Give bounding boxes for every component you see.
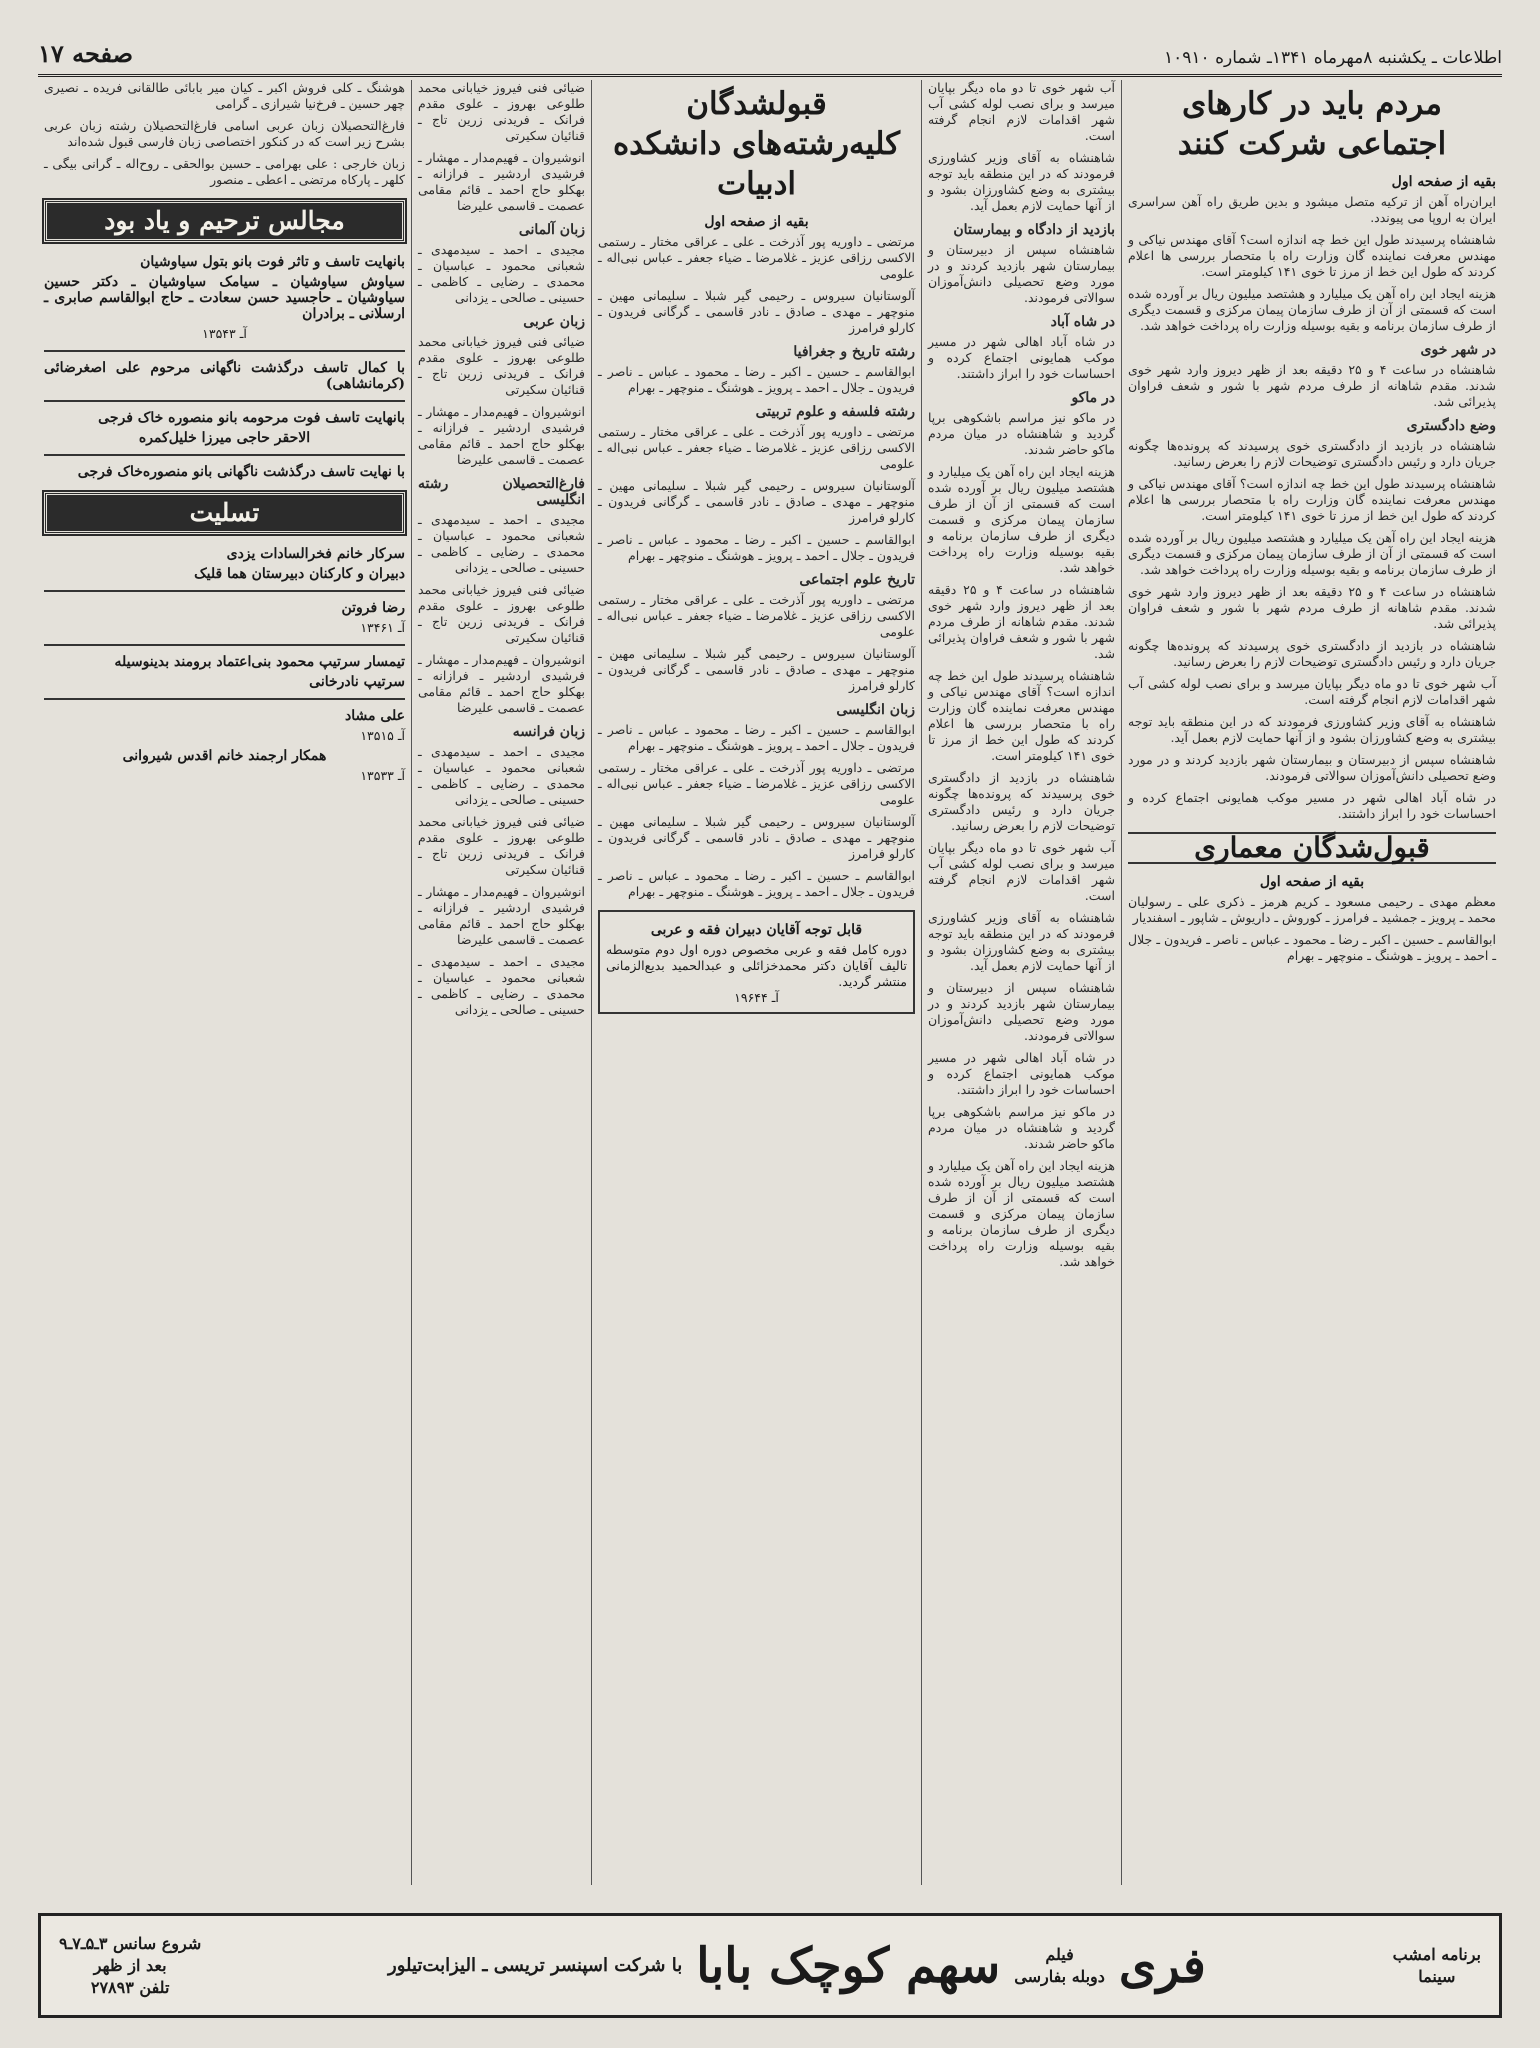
signers-1: سیاوش سیاوشیان ـ سیامک سیاوشیان ـ دکتر حسین سیاوشیان ـ حاجسید حسن سعادت ـ حاج ابوالقاسم صابری ـ ارسلانی ـ برادران [44, 274, 405, 322]
faculty-p1b: مرتضی ـ داوریه پور آذرخت ـ علی ـ عراقی مختار ـ رستمی الاکسی رزاقی عزیز ـ غلامرضا ـ ضیاء جعفر ـ عباس نبی‌اله ـ علومی [598, 424, 915, 471]
col2-p1: آب شهر خوی تا دو ماه دیگر بپایان میرسد و برای نصب لوله کشی آب شهر اقدامات لازم انجام گرفته است. [928, 80, 1115, 143]
obituary-4: با نهایت تاسف درگذشت ناگهانی بانو منصوره‌خاک فرجی [77, 464, 405, 480]
code-4: آـ ۱۳۵۳۳ [360, 768, 405, 783]
faculty-p1: مرتضی ـ داوریه پور آذرخت ـ علی ـ عراقی مختار ـ رستمی الاکسی رزاقی عزیز ـ غلامرضا ـ ضیاء جعفر ـ عباس نبی‌اله ـ علومی [598, 234, 915, 281]
column-memorials [38, 80, 412, 1885]
ad-title-name: فری [1118, 1937, 1206, 1994]
subhead-justice: وضع دادگستری [1406, 418, 1496, 434]
condolence-2: تیمسار سرتیپ محمود بنی‌اعتماد برومند بدینوسیله [114, 654, 405, 670]
sig-general: سرتیپ نادرخانی [309, 674, 405, 690]
col2-main-p2: شاهنشاه پرسیدند طول این خط چه اندازه است؟ آقای مهندس نیاکی و مهندس معرفت نماینده گان وزارت راه با متحصار بررسی ها اعلام کردند که طول این خط از مرز تا خوی ۱۴۱ کیلومتر است. [928, 668, 1115, 763]
teachers-paragraph: دوره کامل فقه و عربی مخصوص دوره اول دوم متوسطه تالیف آقایان دکتر محمدخزائلی و عبدالحمید بدیع‌الزمانی منتشر گردید. [606, 942, 907, 989]
column-faculty [592, 80, 922, 1885]
col6-p3: مجیدی ـ احمد ـ سیدمهدی ـ شعبانی محمود ـ عباسیان ـ محمدی ـ رضایی ـ کاظمی ـ حسینی ـ صالحی ـ یزدانی [418, 242, 585, 305]
col2-p2-repeat: شاهنشاه به آقای وزیر کشاورزی فرمودند که در این منطقه باید توجه بیشتری به وضع کشاورزان بشود و از آنها حمایت لازم بعمل آید. [1128, 714, 1496, 745]
main-p3-repeat: هزینه ایجاد این راه آهن یک میلیارد و هشتصد میلیون ریال بر آورده شده است که قسمتی از آن از طرف سازمان پیمان مرکزی و قسمت دیگری از طرف سازمان برنامه و بقیه بوسیله وزارت راه پرداخت خواهد شد. [1128, 530, 1496, 577]
faculty-p2c: آلوستانیان سیروس ـ رحیمی گیر شبلا ـ سلیمانی مهین ـ منوچهر ـ مهدی ـ صادق ـ نادر قاسمی ـ گرگانی فریدون ـ کارلو فرامرز [598, 646, 915, 693]
ad-title-group [388, 1938, 1206, 1994]
ad-title-main: سهم کوچک بابا [696, 1937, 1001, 1994]
col2-p3b: شاهنشاه سپس از دبیرستان و بیمارستان شهر بازدید کردند و در مورد وضع تحصیلی دانش‌آموزان سوالاتی فرمودند. [928, 980, 1115, 1043]
col6-p1b: ضیائی فنی فیروز خیابانی محمد طلوعی بهروز ـ علوی مقدم فرانک ـ فریدنی زرین تاج ـ قنائیان سکیرتی [418, 334, 585, 397]
main-lead: ایران‌راه آهن از ترکیه متصل میشود و بدین طریق راه آهن سراسری ایران به اروپا می پیوندد. [1128, 194, 1496, 225]
col2-p4-repeat: در شاه آباد اهالی شهر در مسیر موکب همایونی اجتماع کرده و احساسات خود را ابراز داشتند. [1128, 790, 1496, 821]
code-3: آـ ۱۳۵۱۵ [360, 728, 405, 743]
faculty-p3b: ابوالقاسم ـ حسین ـ اکبر ـ رضا ـ محمود ـ عباس ـ ناصر ـ فریدون ـ جلال ـ احمد ـ پرویز ـ هوشنگ ـ منوچهر ـ بهرام [598, 532, 915, 563]
subhead-arabic: زبان عربی [523, 314, 585, 330]
subhead-philosophy: رشته فلسفه و علوم تربیتی [755, 404, 915, 420]
col5-p2: فارغ‌التحصیلان زبان عربی اسامی فارغ‌التحصیلان رشته زبان عربی بشرح زیر است که در کنکور اختصاصی زبان فارسی قبول شده‌اند [44, 118, 405, 149]
col2-justice: شاهنشاه در بازدید از دادگستری خوی پرسیدند که پرونده‌ها چگونه جریان دارد و رئیس دادگستری توضیحات لازم را بعرض رسانید. [928, 770, 1115, 833]
subhead-maku: در ماکو [1071, 390, 1115, 406]
faculty-p3-arch: ابوالقاسم ـ حسین ـ اکبر ـ رضا ـ محمود ـ عباس ـ ناصر ـ فریدون ـ جلال ـ احمد ـ پرویز ـ هوشنگ ـ منوچهر ـ بهرام [1128, 932, 1496, 963]
subhead-social: تاریخ علوم اجتماعی [799, 572, 915, 588]
sig-school: دبیران و کارکنان دبیرستان هما قلیک [194, 566, 405, 582]
architecture-paragraph: معظم مهدی ـ رحیمی مسعود ـ کریم هرمز ـ ذکری علی ـ رسولیان محمد ـ پرویز ـ جمشید ـ فرامرز ـ کوروش ـ داریوش ـ شاپور ـ اسفندیار [1128, 894, 1496, 925]
subhead-khoy: در شهر خوی [1420, 342, 1496, 358]
main-p2: شاهنشاه پرسیدند طول این خط چه اندازه است؟ آقای مهندس نیاکی و مهندس معرفت نماینده گان وزارت راه با متحصار بررسی ها اعلام کردند که طول این خط از مرز تا خوی ۱۴۱ کیلومتر است. [1128, 232, 1496, 279]
col6-p2b: انوشیروان ـ فهیم‌مدار ـ مهشار ـ فرشیدی اردشیر ـ فرازانه ـ بهکلو حاج احمد ـ قائم مقامی عصمت ـ قاسمی علیرضا [418, 404, 585, 467]
ad-right [1393, 1944, 1481, 1988]
col6-p2d: انوشیروان ـ فهیم‌مدار ـ مهشار ـ فرشیدی اردشیر ـ فرازانه ـ بهکلو حاج احمد ـ قائم مقامی عصمت ـ قاسمی علیرضا [418, 884, 585, 947]
col6-p1c: ضیائی فنی فیروز خیابانی محمد طلوعی بهروز ـ علوی مقدم فرانک ـ فریدنی زرین تاج ـ قنائیان سکیرتی [418, 582, 585, 645]
khoy-paragraph-repeat: شاهنشاه در ساعت ۴ و ۲۵ دقیقه بعد از ظهر دیروز وارد شهر خوی شدند. مقدم شاهانه از طرف مردم شهر با شور و شعف فراوان پذیرائی شد. [1128, 584, 1497, 631]
faculty-p2b: آلوستانیان سیروس ـ رحیمی گیر شبلا ـ سلیمانی مهین ـ منوچهر ـ مهدی ـ صادق ـ نادر قاسمی ـ گرگانی فریدون ـ کارلو فرامرز [598, 478, 915, 525]
col6-p3d: مجیدی ـ احمد ـ سیدمهدی ـ شعبانی محمود ـ عباسیان ـ محمدی ـ رضایی ـ کاظمی ـ حسینی ـ صالحی ـ یزدانی [418, 954, 585, 1017]
col2-p3-repeat: شاهنشاه سپس از دبیرستان و بیمارستان شهر بازدید کردند و در مورد وضع تحصیلی دانش‌آموزان سوالاتی فرمودند. [1128, 752, 1496, 783]
ad-left [59, 1933, 201, 1999]
col2-p3: شاهنشاه سپس از دبیرستان و بیمارستان شهر بازدید کردند و در مورد وضع تحصیلی دانش‌آموزان سوالاتی فرمودند. [928, 242, 1115, 305]
col2-main-p3b: هزینه ایجاد این راه آهن یک میلیارد و هشتصد میلیون ریال بر آورده شده است که قسمتی از آن از طرف سازمان پیمان مرکزی و قسمت دیگری از طرف سازمان برنامه و بقیه بوسیله وزارت راه پرداخت خواهد شد. [928, 1158, 1115, 1269]
column-main-2 [922, 80, 1122, 1885]
ad-small-group [1014, 1944, 1105, 1988]
justice-paragraph: شاهنشاه در بازدید از دادگستری خوی پرسیدند که پرونده‌ها چگونه جریان دارد و رئیس دادگستری توضیحات لازم را بعرض رسانید. [1128, 438, 1496, 469]
ad-left-top: برنامه امشب [1392, 1944, 1481, 1964]
subhead-shahabad: در شاه آباد [1050, 314, 1115, 330]
column-main [1122, 80, 1502, 1885]
obituary-2: با کمال تاسف درگذشت ناگهانی مرحوم علی اصغرضائی (کرمانشاهی) [44, 360, 405, 392]
col6-p1d: ضیائی فنی فیروز خیابانی محمد طلوعی بهروز ـ علوی مقدم فرانک ـ فریدنی زرین تاج ـ قنائیان سکیرتی [418, 814, 585, 877]
col6-p2: انوشیروان ـ فهیم‌مدار ـ مهشار ـ فرشیدی اردشیر ـ فرازانه ـ بهکلو حاج احمد ـ قائم مقامی عصمت ـ قاسمی علیرضا [418, 150, 585, 213]
subhead-hospital: بازدید از دادگاه و بیمارستان [953, 222, 1115, 238]
late-haj: الاحقر حاجی میرزا خلیل‌کمره [138, 430, 311, 446]
teachers-headline: قابل توجه آقایان دبیران فقه و عربی [650, 922, 863, 938]
columns [38, 80, 1502, 1885]
col6-p3b: مجیدی ـ احمد ـ سیدمهدی ـ شعبانی محمود ـ عباسیان ـ محمدی ـ رضایی ـ کاظمی ـ حسینی ـ صالحی ـ یزدانی [418, 512, 585, 575]
col2-p1-repeat: آب شهر خوی تا دو ماه دیگر بپایان میرسد و برای نصب لوله کشی آب شهر اقدامات لازم انجام گرفته است. [1128, 676, 1496, 707]
col2-p2b: شاهنشاه به آقای وزیر کشاورزی فرمودند که در این منطقه باید توجه بیشتری به وضع کشاورزان بشود و از آنها حمایت لازم بعمل آید. [928, 910, 1115, 973]
faculty-sub: بقیه از صفحه اول [704, 214, 809, 230]
main-sub: بقیه از صفحه اول [1391, 174, 1496, 190]
subhead-german: زبان آلمانی [518, 222, 585, 238]
ad-title-sub: دوبله بفارسی [1014, 1966, 1105, 1986]
faculty-headline: قبولشدگان کلیه‌رشته‌های دانشکده ادبیات [612, 86, 901, 202]
teachers-code: آـ ۱۹۶۴۴ [734, 990, 779, 1005]
col2-p1b: آب شهر خوی تا دو ماه دیگر بپایان میرسد و برای نصب لوله کشی آب شهر اقدامات لازم انجام گرفته است. [928, 840, 1115, 903]
subhead-english: زبان انگلیسی [836, 702, 915, 718]
sig-ali: علی مشاد [344, 708, 405, 724]
teachers-notice [598, 910, 915, 1014]
faculty-p3: ابوالقاسم ـ حسین ـ اکبر ـ رضا ـ محمود ـ عباس ـ ناصر ـ فریدون ـ جلال ـ احمد ـ پرویز ـ هوشنگ ـ منوچهر ـ بهرام [598, 364, 915, 395]
col2-p2: شاهنشاه به آقای وزیر کشاورزی فرمودند که در این منطقه باید توجه بیشتری به وضع کشاورزان بشود و از آنها حمایت لازم بعمل آید. [928, 150, 1115, 213]
memorial-banner: مجالس ترحیم و یاد بود [44, 200, 405, 242]
ad-phone: تلفن ۲۷۸۹۳ [90, 1977, 170, 1997]
page-number: صفحه ۱۷ [38, 39, 134, 68]
col6-p3c: مجیدی ـ احمد ـ سیدمهدی ـ شعبانی محمود ـ عباسیان ـ محمدی ـ رضایی ـ کاظمی ـ حسینی ـ صالحی ـ یزدانی [418, 744, 585, 807]
architecture-headline: قبول‌شدگان معماری [1128, 832, 1496, 864]
condolence-banner: تسلیت [44, 492, 405, 534]
column-faculty-2 [412, 80, 592, 1885]
obituary-1: بانهایت تاسف و تاثر فوت بانو بتول سیاوشیان [140, 254, 405, 270]
issue-line: اطلاعات ـ یکشنبه ۸مهرماه ۱۳۴۱ـ شماره ۱۰۹۱۰ [1164, 48, 1502, 68]
faculty-p1c: مرتضی ـ داوریه پور آذرخت ـ علی ـ عراقی مختار ـ رستمی الاکسی رزاقی عزیز ـ غلامرضا ـ ضیاء جعفر ـ عباس نبی‌اله ـ علومی [598, 592, 915, 639]
sig-reza: رضا فروتن [341, 600, 405, 616]
obituary-3: بانهایت تاسف فوت مرحومه بانو منصوره خاک فرجی [98, 410, 405, 426]
faculty-p2d: آلوستانیان سیروس ـ رحیمی گیر شبلا ـ سلیمانی مهین ـ منوچهر ـ مهدی ـ صادق ـ نادر قاسمی ـ گرگانی فریدون ـ کارلو فرامرز [598, 814, 915, 861]
ad-right-top: شروع سانس ۳ـ۵ـ۷ـ۹ [59, 1933, 202, 1953]
subhead-french: زبان فرانسه [512, 724, 585, 740]
faculty-p3d: ابوالقاسم ـ حسین ـ اکبر ـ رضا ـ محمود ـ عباس ـ ناصر ـ فریدون ـ جلال ـ احمد ـ پرویز ـ هوشنگ ـ منوچهر ـ بهرام [598, 868, 915, 899]
condolence-1: سرکار خانم فخرالسادات یزدی [226, 546, 405, 562]
col2-main-p3: هزینه ایجاد این راه آهن یک میلیارد و هشتصد میلیون ریال بر آورده شده است که قسمتی از آن از طرف سازمان پیمان مرکزی و قسمت دیگری از طرف سازمان برنامه و بقیه بوسیله وزارت راه پرداخت خواهد شد. [928, 464, 1115, 575]
col2-p4b: در شاه آباد اهالی شهر در مسیر موکب همایونی اجتماع کرده و احساسات خود را ابراز داشتند. [928, 1050, 1115, 1097]
ad-company: با شرکت اسپنسر تریسی ـ الیزابت‌تیلور [388, 1955, 683, 1976]
faculty-p1d: مرتضی ـ داوریه پور آذرخت ـ علی ـ عراقی مختار ـ رستمی الاکسی رزاقی عزیز ـ غلامرضا ـ ضیاء جعفر ـ عباس نبی‌اله ـ علومی [598, 760, 915, 807]
faculty-p2: آلوستانیان سیروس ـ رحیمی گیر شبلا ـ سلیمانی مهین ـ منوچهر ـ مهدی ـ صادق ـ نادر قاسمی ـ گرگانی فریدون ـ کارلو فرامرز [598, 288, 915, 335]
col2-khoy: شاهنشاه در ساعت ۴ و ۲۵ دقیقه بعد از ظهر دیروز وارد شهر خوی شدند. مقدم شاهانه از طرف مردم شهر با شور و شعف فراوان پذیرائی شد. [928, 582, 1116, 661]
ad-left-bottom: سینما [1418, 1966, 1456, 1986]
col5-p3: زبان خارجی : علی بهرامی ـ حسین بوالحقی ـ روح‌اله ـ گرانی بیگی ـ کلهر ـ پارکاه مرتضی ـ اعطی ـ منصور [44, 156, 405, 187]
col6-p2c: انوشیروان ـ فهیم‌مدار ـ مهشار ـ فرشیدی اردشیر ـ فرازانه ـ بهکلو حاج احمد ـ قائم مقامی عصمت ـ قاسمی علیرضا [418, 652, 585, 715]
masthead [38, 28, 1502, 77]
condolence-3: همکار ارجمند خانم اقدس شیروانی [122, 748, 327, 764]
justice-repeat: شاهنشاه در بازدید از دادگستری خوی پرسیدند که پرونده‌ها چگونه جریان دارد و رئیس دادگستری توضیحات لازم را بعرض رسانید. [1128, 638, 1496, 669]
ad-title-small: فیلم [1045, 1944, 1074, 1964]
code-2: آـ ۱۳۴۶۱ [360, 620, 405, 635]
ad-right-mid: بعد از ظهر [93, 1955, 167, 1975]
subhead-english-grad: فارغ‌التحصیلان رشته انگلیسی [418, 476, 585, 508]
faculty-p3c: ابوالقاسم ـ حسین ـ اکبر ـ رضا ـ محمود ـ عباس ـ ناصر ـ فریدون ـ جلال ـ احمد ـ پرویز ـ هوشنگ ـ منوچهر ـ بهرام [598, 722, 915, 753]
main-p3: هزینه ایجاد این راه آهن یک میلیارد و هشتصد میلیون ریال بر آورده شده است که قسمتی از آن از طرف سازمان پیمان مرکزی و قسمت دیگری از طرف سازمان برنامه و بقیه بوسیله وزارت راه پرداخت خواهد شد. [1128, 286, 1496, 333]
col6-p1: ضیائی فنی فیروز خیابانی محمد طلوعی بهروز ـ علوی مقدم فرانک ـ فریدنی زرین تاج ـ قنائیان سکیرتی [418, 80, 585, 143]
col2-p4: در شاه آباد اهالی شهر در مسیر موکب همایونی اجتماع کرده و احساسات خود را ابراز داشتند. [928, 334, 1115, 381]
architecture-sub: بقیه از صفحه اول [1259, 874, 1365, 890]
col2-p5: در ماکو نیز مراسم باشکوهی برپا گردید و شاهنشاه در میان مردم ماکو حاضر شدند. [928, 410, 1115, 457]
main-p2-repeat: شاهنشاه پرسیدند طول این خط چه اندازه است؟ آقای مهندس نیاکی و مهندس معرفت نماینده گان وزارت راه با متحصار بررسی ها اعلام کردند که طول این خط از مرز تا خوی ۱۴۱ کیلومتر است. [1128, 476, 1496, 523]
code-1: آـ ۱۳۵۴۳ [202, 326, 247, 341]
col2-p5b: در ماکو نیز مراسم باشکوهی برپا گردید و شاهنشاه در میان مردم ماکو حاضر شدند. [928, 1104, 1115, 1151]
col5-p1: هوشنگ ـ کلی فروش اکبر ـ کیان میر بابائی طالقانی فریده ـ نصیری چهر حسین ـ فرخ‌نیا شیرازی ـ گرامی [44, 80, 405, 111]
khoy-paragraph: شاهنشاه در ساعت ۴ و ۲۵ دقیقه بعد از ظهر دیروز وارد شهر خوی شدند. مقدم شاهانه از طرف مردم شهر با شور و شعف فراوان پذیرائی شد. [1128, 362, 1497, 409]
subhead-history: رشته تاریخ و جغرافیا [793, 344, 915, 360]
main-headline: مردم باید در کارهای اجتماعی شرکت کنند [1177, 86, 1447, 162]
cinema-ad [38, 1913, 1502, 2018]
